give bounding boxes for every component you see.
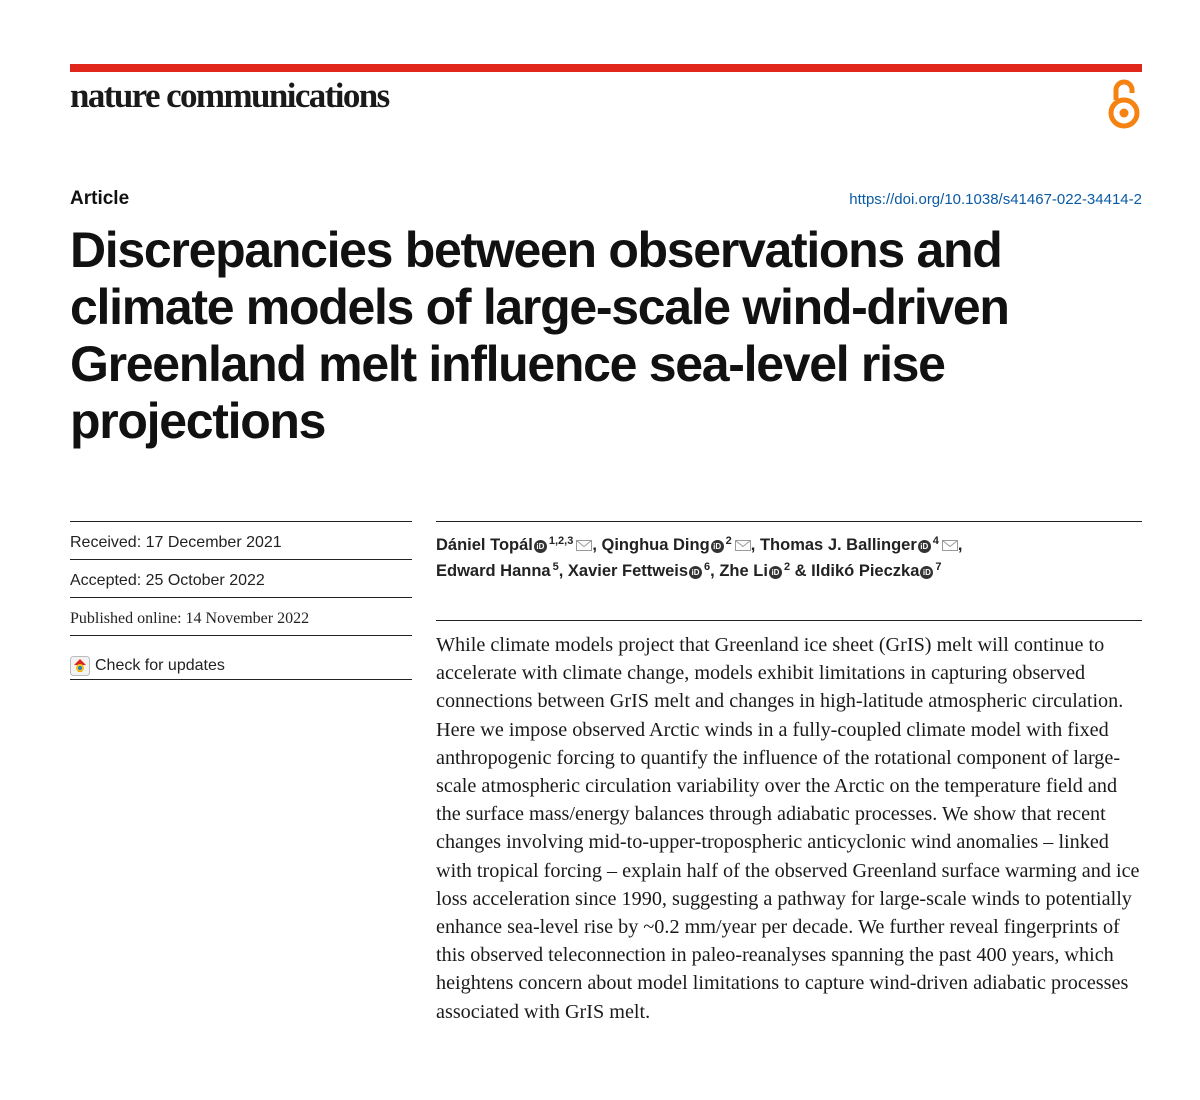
check-for-updates-row xyxy=(70,635,412,680)
email-icon[interactable] xyxy=(576,540,592,551)
author-name[interactable]: Ildikó Pieczka xyxy=(811,562,920,580)
author-fettweis[interactable]: Xavier Fettweis iD $^6$, xyxy=(567,561,720,580)
check-for-updates-button[interactable] xyxy=(70,648,412,676)
doi-link[interactable]: https://doi.org/10.1038/s41467-022-34414-2 xyxy=(849,191,1142,208)
orcid-icon[interactable]: iD xyxy=(711,540,724,553)
published-date: Published online: 14 November 2022 xyxy=(70,597,412,635)
affiliation-ref[interactable]: 2 xyxy=(783,561,791,573)
affiliation-ref[interactable]: 4 xyxy=(932,535,939,547)
author-name[interactable]: Thomas J. Ballinger xyxy=(759,536,917,554)
author-name[interactable]: Xavier Fettweis xyxy=(567,562,689,580)
authors-divider xyxy=(436,521,1142,522)
check-for-updates-icon xyxy=(70,656,90,676)
email-icon[interactable] xyxy=(735,540,751,551)
header-accent-bar xyxy=(70,64,1142,72)
received-date: Received: 17 December 2021 xyxy=(70,521,412,559)
author-li[interactable]: Zhe Li iD $^2$ & xyxy=(719,561,812,580)
orcid-icon[interactable]: iD xyxy=(918,540,931,553)
abstract-divider xyxy=(436,620,1142,621)
abstract-text: While climate models project that Greenland ice sheet (GrIS) melt will continue to accelerate with climate change, models exhibit limitations in capturing observed connections between GrIS melt and changes in high-latitude atmospheric circulation. Here we impose observed Arctic winds in a fully-coupled climate model with fixed anthropogenic forcing to quantify the influence of the rotational component of large-scale atmospheric circulation variability over the Arctic on the temperature field and the surface mass/energy balances through adiabatic processes. We show that recent changes involving mid-to-upper-tropospheric anticyclonic wind anomalies – linked with tropical forcing – explain half of the observed Greenland surface warming and ice loss acceleration since 1990, suggesting a pathway for large-scale winds to potentially enhance sea-level rise by ~0.2 mm/year per decade. We further reveal fingerprints of this observed teleconnection in paleo-reanalyses spanning the past 400 years, which heightens concern about model limitations to capture wind-driven adiabatic processes associated with GrIS melt. xyxy=(436,634,1140,1023)
check-for-updates-label: Check for updates xyxy=(95,657,225,674)
open-access-icon[interactable] xyxy=(1106,78,1142,130)
affiliation-ref[interactable]: 2 xyxy=(725,535,732,547)
accepted-date: Accepted: 25 October 2022 xyxy=(70,559,412,597)
orcid-icon[interactable]: iD xyxy=(920,566,933,579)
article-title: Discrepancies between observations and climate models of large-scale wind-driven Greenland melt influence sea-level rise projections xyxy=(70,222,1009,449)
author-ding[interactable]: Qinghua Ding iD $^2$ , xyxy=(601,535,760,554)
author-name[interactable]: Edward Hanna xyxy=(436,562,551,580)
author-name[interactable]: Dániel Topál xyxy=(436,536,533,554)
journal-name[interactable]: nature communications xyxy=(70,76,389,115)
author-pieczka[interactable] xyxy=(811,562,941,580)
affiliation-ref[interactable]: 1,2,3 xyxy=(548,535,574,547)
orcid-icon[interactable]: iD xyxy=(689,566,702,579)
affiliation-ref[interactable]: 7 xyxy=(935,561,942,573)
author-ballinger[interactable]: Thomas J. Ballinger iD $^4$ , xyxy=(759,535,963,554)
orcid-icon[interactable]: iD xyxy=(534,540,547,553)
affiliation-ref[interactable]: 6 xyxy=(704,561,711,573)
author-hanna[interactable]: Edward Hanna $^5$, xyxy=(436,561,568,580)
author-topal[interactable]: Dániel Topál iD $^{1,2,3}$ , xyxy=(436,535,602,554)
orcid-icon[interactable]: iD xyxy=(769,566,782,579)
article-type: Article xyxy=(70,188,130,209)
author-name[interactable]: Qinghua Ding xyxy=(601,536,710,554)
affiliation-ref[interactable]: 5 xyxy=(552,561,559,573)
author-name[interactable]: Zhe Li xyxy=(719,562,768,580)
article-dates xyxy=(70,521,412,680)
email-icon[interactable] xyxy=(942,540,958,551)
author-list xyxy=(436,532,1142,584)
